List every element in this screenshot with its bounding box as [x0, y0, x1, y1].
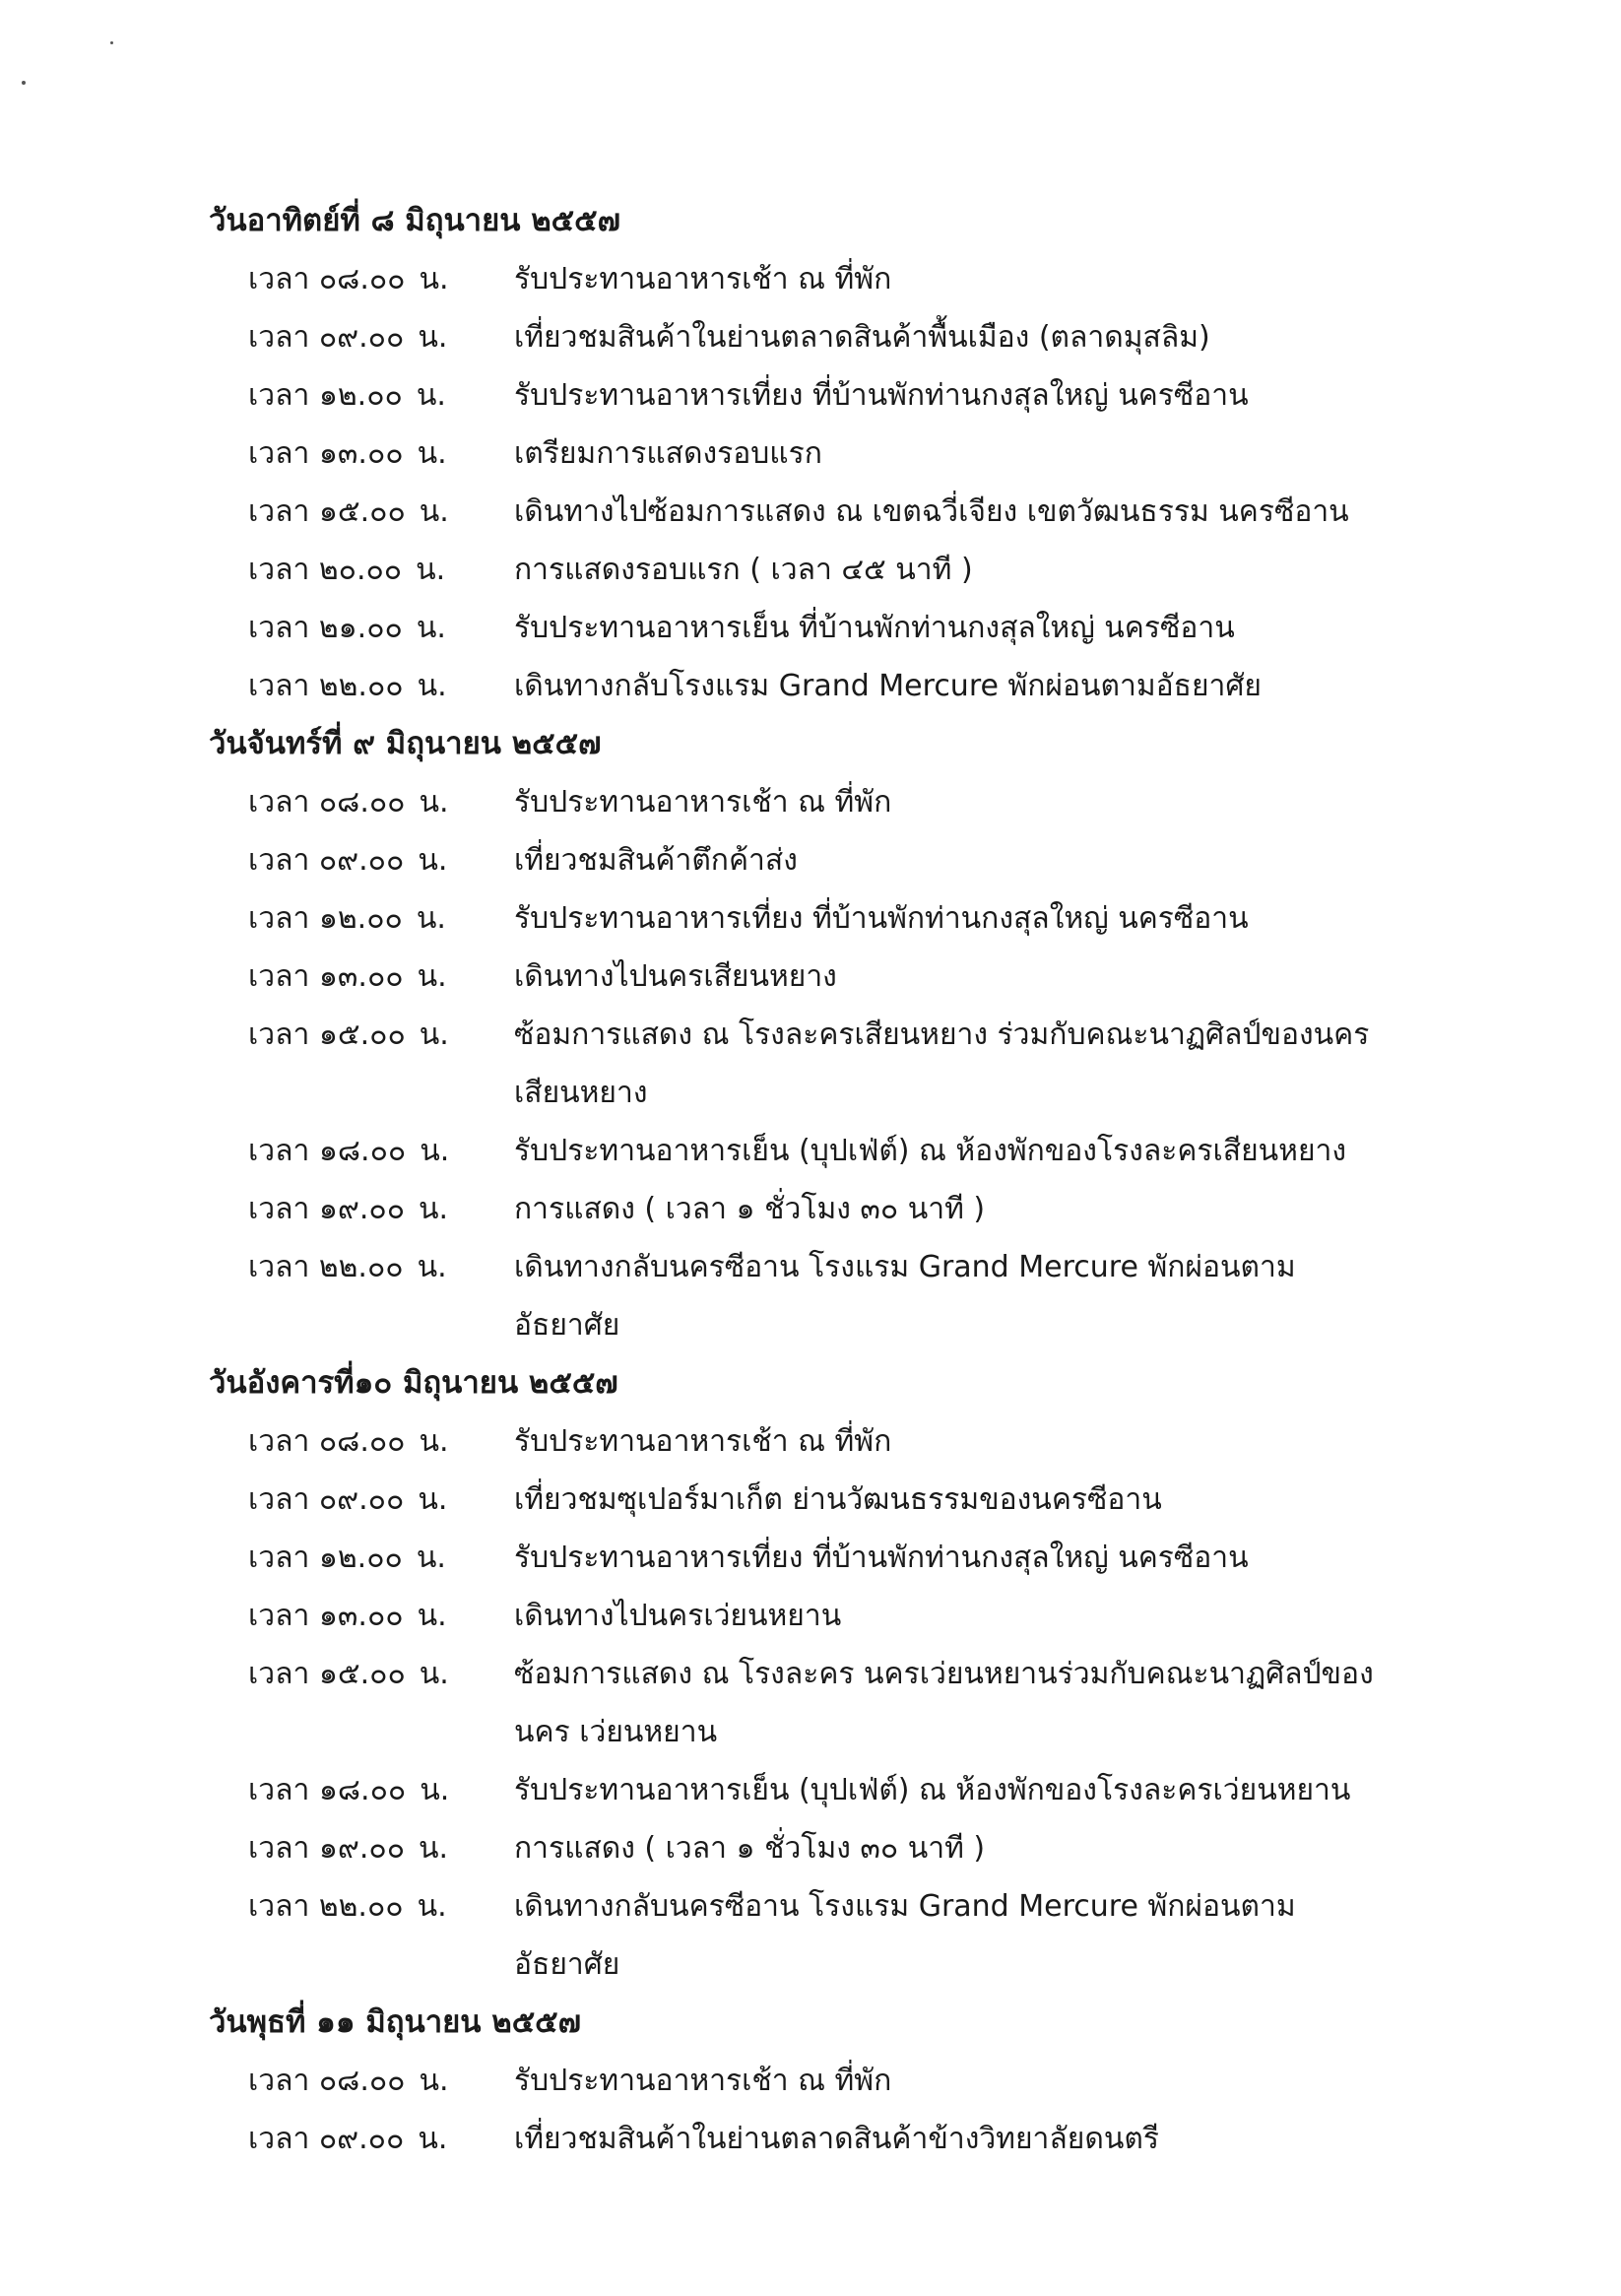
schedule-row — [209, 1529, 1391, 1587]
schedule-row — [209, 250, 1391, 308]
activity-text: รับประทานอาหารเย็น ที่บ้านพักท่านกงสุลใหญ่ นครซีอาน — [514, 611, 1235, 645]
activity-text: เดินทางไปซ้อมการแสดง ณ เขตฉวี่เจียง เขตวัฒนธรรม นครซีอาน — [514, 494, 1349, 529]
time-cell — [209, 1761, 514, 1819]
time-cell — [209, 1645, 514, 1703]
time-unit: น. — [419, 1424, 449, 1459]
schedule — [209, 192, 1391, 2168]
time-cell — [209, 889, 514, 948]
time-label: เวลา ๐๘.๐๐ — [248, 262, 406, 296]
schedule-row — [209, 1587, 1391, 1645]
schedule-row — [209, 1645, 1391, 1761]
schedule-row — [209, 483, 1391, 541]
schedule-row — [209, 1238, 1391, 1354]
schedule-row — [209, 2052, 1391, 2110]
time-cell — [209, 250, 514, 308]
time-label: เวลา ๑๒.๐๐ — [248, 1541, 403, 1575]
time-unit: น. — [419, 1192, 449, 1226]
activity-text: ซ้อมการแสดง ณ โรงละครเสียนหยาง ร่วมกับคณะนาฏศิลป์ของนคร เสียนหยาง — [514, 1017, 1370, 1110]
time-cell — [209, 831, 514, 889]
time-unit: น. — [416, 378, 446, 413]
time-cell — [209, 1006, 514, 1064]
activity-text: เดินทางกลับโรงแรม Grand Mercure พักผ่อนตามอัธยาศัย — [514, 669, 1263, 703]
time-label: เวลา ๒๐.๐๐ — [248, 553, 403, 587]
day-section — [209, 1994, 1391, 2168]
activity-text: รับประทานอาหารเช้า ณ ที่พัก — [514, 2064, 892, 2098]
activity-text: เดินทางกลับนครซีอาน โรงแรม Grand Mercure พักผ่อนตามอัธยาศัย — [514, 1250, 1296, 1343]
time-cell — [209, 308, 514, 366]
activity-text: การแสดง ( เวลา ๑ ชั่วโมง ๓๐ นาที ) — [514, 1192, 986, 1226]
activity-text: รับประทานอาหารเย็น (บุปเฟ่ต์) ณ ห้องพักของโรงละครเว่ยนหยาน — [514, 1773, 1351, 1807]
time-unit: น. — [417, 1889, 447, 1924]
activity-text: รับประทานอาหารเช้า ณ ที่พัก — [514, 785, 892, 820]
time-label: เวลา ๐๘.๐๐ — [248, 785, 406, 820]
time-label: เวลา ๐๙.๐๐ — [248, 843, 405, 878]
time-cell — [209, 1412, 514, 1471]
time-cell — [209, 2110, 514, 2168]
time-cell — [209, 1529, 514, 1587]
activity-text: เที่ยวชมสินค้าในย่านตลาดสินค้าพื้นเมือง (ตลาดมุสลิม) — [514, 320, 1210, 355]
time-label: เวลา ๑๓.๐๐ — [248, 959, 404, 994]
activity-text: รับประทานอาหารเที่ยง ที่บ้านพักท่านกงสุลใหญ่ นครซีอาน — [514, 1541, 1249, 1575]
time-unit: น. — [419, 1831, 449, 1866]
activity-text: เที่ยวชมสินค้าตึกค้าส่ง — [514, 843, 798, 878]
time-unit: น. — [416, 901, 446, 936]
activity-text: การแสดงรอบแรก ( เวลา ๔๕ นาที ) — [514, 553, 973, 587]
activity-text: เดินทางไปนครเว่ยนหยาน — [514, 1599, 842, 1633]
schedule-row — [209, 1122, 1391, 1180]
time-label: เวลา ๐๙.๐๐ — [248, 320, 405, 355]
schedule-row — [209, 1761, 1391, 1819]
activity-text: รับประทานอาหารเที่ยง ที่บ้านพักท่านกงสุลใหญ่ นครซีอาน — [514, 378, 1249, 413]
time-unit: น. — [416, 1541, 446, 1575]
day-section — [209, 1354, 1391, 1994]
time-unit: น. — [420, 1134, 450, 1168]
time-label: เวลา ๐๙.๐๐ — [248, 2122, 405, 2156]
time-label: เวลา ๑๘.๐๐ — [248, 1773, 407, 1807]
schedule-row — [209, 2110, 1391, 2168]
time-label: เวลา ๑๘.๐๐ — [248, 1134, 407, 1168]
time-unit: น. — [419, 1657, 449, 1691]
activity-text: รับประทานอาหารเช้า ณ ที่พัก — [514, 1424, 892, 1459]
time-cell — [209, 2052, 514, 2110]
time-unit: น. — [417, 1599, 447, 1633]
time-unit: น. — [418, 1482, 448, 1517]
scan-speck — [110, 41, 113, 44]
time-cell — [209, 1471, 514, 1529]
schedule-row — [209, 1471, 1391, 1529]
activity-text: รับประทานอาหารเช้า ณ ที่พัก — [514, 262, 892, 296]
time-cell — [209, 657, 514, 715]
schedule-row — [209, 948, 1391, 1006]
time-unit: น. — [418, 320, 448, 355]
time-cell — [209, 1819, 514, 1877]
day-heading: วันอังคารที่๑๐ มิถุนายน ๒๕๕๗ — [209, 1365, 618, 1401]
time-unit: น. — [417, 959, 447, 994]
activity-text: รับประทานอาหารเย็น (บุปเฟ่ต์) ณ ห้องพักของโรงละครเสียนหยาง — [514, 1134, 1347, 1168]
schedule-row — [209, 1412, 1391, 1471]
time-cell — [209, 773, 514, 831]
time-label: เวลา ๑๓.๐๐ — [248, 436, 404, 471]
schedule-row — [209, 773, 1391, 831]
time-unit: น. — [419, 2064, 449, 2098]
schedule-row — [209, 1180, 1391, 1238]
time-unit: น. — [420, 1773, 450, 1807]
time-label: เวลา ๑๕.๐๐ — [248, 494, 406, 529]
day-heading: วันอาทิตย์ที่ ๘ มิถุนายน ๒๕๕๗ — [209, 203, 620, 238]
time-cell — [209, 541, 514, 599]
schedule-row — [209, 889, 1391, 948]
day-section — [209, 192, 1391, 715]
activity-text: ซ้อมการแสดง ณ โรงละคร นครเว่ยนหยานร่วมกับคณะนาฏศิลป์ของนคร เว่ยนหยาน — [514, 1657, 1374, 1749]
schedule-row — [209, 1877, 1391, 1994]
schedule-row — [209, 1006, 1391, 1122]
time-label: เวลา ๑๕.๐๐ — [248, 1017, 406, 1052]
schedule-row — [209, 308, 1391, 366]
time-cell — [209, 1238, 514, 1296]
time-label: เวลา ๑๙.๐๐ — [248, 1192, 406, 1226]
time-unit: น. — [419, 262, 449, 296]
time-cell — [209, 1180, 514, 1238]
time-label: เวลา ๑๒.๐๐ — [248, 378, 403, 413]
time-unit: น. — [416, 553, 446, 587]
schedule-row — [209, 425, 1391, 483]
time-unit: น. — [416, 611, 446, 645]
time-cell — [209, 1587, 514, 1645]
time-unit: น. — [417, 1250, 447, 1284]
schedule-row — [209, 599, 1391, 657]
time-label: เวลา ๑๕.๐๐ — [248, 1657, 406, 1691]
time-cell — [209, 1877, 514, 1935]
time-cell — [209, 483, 514, 541]
time-unit: น. — [417, 436, 447, 471]
schedule-row — [209, 366, 1391, 425]
time-unit: น. — [419, 1017, 449, 1052]
time-cell — [209, 1122, 514, 1180]
activity-text: เที่ยวชมสินค้าในย่านตลาดสินค้าข้างวิทยาลัยดนตรี — [514, 2122, 1159, 2156]
time-label: เวลา ๐๘.๐๐ — [248, 1424, 406, 1459]
time-unit: น. — [418, 2122, 448, 2156]
day-section — [209, 715, 1391, 1354]
time-unit: น. — [419, 494, 449, 529]
time-unit: น. — [417, 669, 447, 703]
time-label: เวลา ๑๓.๐๐ — [248, 1599, 404, 1633]
day-heading: วันพุธที่ ๑๑ มิถุนายน ๒๕๕๗ — [209, 2004, 581, 2040]
time-label: เวลา ๑๒.๐๐ — [248, 901, 403, 936]
time-label: เวลา ๒๒.๐๐ — [248, 669, 404, 703]
time-label: เวลา ๒๒.๐๐ — [248, 1889, 404, 1924]
time-cell — [209, 366, 514, 425]
activity-text: เดินทางกลับนครซีอาน โรงแรม Grand Mercure พักผ่อนตามอัธยาศัย — [514, 1889, 1296, 1982]
time-label: เวลา ๒๑.๐๐ — [248, 611, 403, 645]
time-cell — [209, 599, 514, 657]
schedule-row — [209, 541, 1391, 599]
time-label: เวลา ๐๙.๐๐ — [248, 1482, 405, 1517]
time-cell — [209, 425, 514, 483]
schedule-row — [209, 657, 1391, 715]
time-label: เวลา ๐๘.๐๐ — [248, 2064, 406, 2098]
schedule-row — [209, 1819, 1391, 1877]
activity-text: เตรียมการแสดงรอบแรก — [514, 436, 822, 471]
schedule-row — [209, 831, 1391, 889]
time-label: เวลา ๑๙.๐๐ — [248, 1831, 406, 1866]
activity-text: รับประทานอาหารเที่ยง ที่บ้านพักท่านกงสุลใหญ่ นครซีอาน — [514, 901, 1249, 936]
activity-text: การแสดง ( เวลา ๑ ชั่วโมง ๓๐ นาที ) — [514, 1831, 986, 1866]
activity-text: เที่ยวชมซุเปอร์มาเก็ต ย่านวัฒนธรรมของนครซีอาน — [514, 1482, 1162, 1517]
time-unit: น. — [419, 785, 449, 820]
time-label: เวลา ๒๒.๐๐ — [248, 1250, 404, 1284]
time-cell — [209, 948, 514, 1006]
day-heading: วันจันทร์ที่ ๙ มิถุนายน ๒๕๕๗ — [209, 726, 602, 761]
scan-speck — [22, 81, 26, 85]
activity-text: เดินทางไปนครเสียนหยาง — [514, 959, 837, 994]
time-unit: น. — [418, 843, 448, 878]
